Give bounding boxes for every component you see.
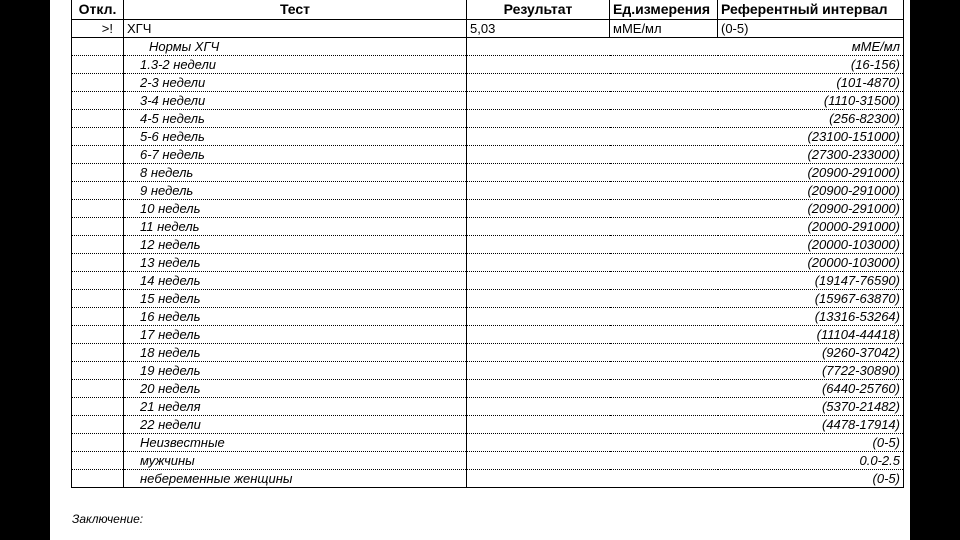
norm-row <box>72 217 904 235</box>
norm-deviation-cell <box>72 379 124 397</box>
norm-label: 8 недель <box>124 163 467 181</box>
norm-deviation-cell <box>72 199 124 217</box>
test-name: ХГЧ <box>124 19 467 37</box>
norm-deviation-cell <box>72 217 124 235</box>
norm-deviation-cell <box>72 181 124 199</box>
norm-row <box>72 109 904 127</box>
norm-range: (11104-44418) <box>467 325 904 343</box>
conclusion-label: Заключение: <box>72 512 144 526</box>
norm-range: (20000-103000) <box>467 253 904 271</box>
norm-label: мужчины <box>124 451 467 469</box>
norm-range: (23100-151000) <box>467 127 904 145</box>
norm-range: (9260-37042) <box>467 343 904 361</box>
header-unit: Ед.измерения <box>610 0 718 19</box>
norm-row <box>72 271 904 289</box>
norm-row <box>72 307 904 325</box>
test-result: 5,03 <box>467 19 610 37</box>
norm-deviation-cell <box>72 127 124 145</box>
norm-row <box>72 451 904 469</box>
norm-range: (4478-17914) <box>467 415 904 433</box>
norm-range: (20900-291000) <box>467 199 904 217</box>
norm-row <box>72 199 904 217</box>
norm-label: 19 недель <box>124 361 467 379</box>
norm-label: 10 недель <box>124 199 467 217</box>
norm-deviation-cell <box>72 469 124 487</box>
norm-row <box>72 55 904 73</box>
norm-deviation-cell <box>72 289 124 307</box>
results-table <box>71 0 904 488</box>
norm-label: 17 недель <box>124 325 467 343</box>
norm-label: 15 недель <box>124 289 467 307</box>
norm-deviation-cell <box>72 325 124 343</box>
norm-label: 13 недель <box>124 253 467 271</box>
header-reference: Референтный интервал <box>718 0 904 19</box>
norm-deviation-cell <box>72 271 124 289</box>
norm-label: 1.3-2 недели <box>124 55 467 73</box>
test-row <box>72 19 904 37</box>
right-black-border <box>910 0 960 540</box>
norm-range: (20000-291000) <box>467 217 904 235</box>
norm-row <box>72 433 904 451</box>
norm-label: 12 недель <box>124 235 467 253</box>
norms-title-row <box>72 37 904 55</box>
norm-label: 6-7 недель <box>124 145 467 163</box>
norm-row <box>72 91 904 109</box>
header-test: Тест <box>124 0 467 19</box>
test-deviation: >! <box>72 19 124 37</box>
norm-row <box>72 253 904 271</box>
norm-range: (20900-291000) <box>467 181 904 199</box>
norm-range: (7722-30890) <box>467 361 904 379</box>
test-unit: мМЕ/мл <box>610 19 718 37</box>
norm-deviation-cell <box>72 397 124 415</box>
norm-row <box>72 325 904 343</box>
norm-label: Неизвестные <box>124 433 467 451</box>
norm-range: (20000-103000) <box>467 235 904 253</box>
norm-label: 22 недели <box>124 415 467 433</box>
norm-label: 16 недель <box>124 307 467 325</box>
norm-row <box>72 469 904 487</box>
norm-range: (27300-233000) <box>467 145 904 163</box>
norm-deviation-cell <box>72 415 124 433</box>
norm-deviation-cell <box>72 145 124 163</box>
norm-row <box>72 127 904 145</box>
norm-row <box>72 397 904 415</box>
norms-title: Нормы ХГЧ <box>124 37 467 55</box>
left-black-border <box>0 0 50 540</box>
norm-row <box>72 73 904 91</box>
norm-range: (0-5) <box>467 469 904 487</box>
norm-label: 18 недель <box>124 343 467 361</box>
norm-deviation-cell <box>72 73 124 91</box>
norms-title-deviation-cell <box>72 37 124 55</box>
norm-range: (6440-25760) <box>467 379 904 397</box>
norm-row <box>72 235 904 253</box>
norm-deviation-cell <box>72 55 124 73</box>
norm-label: 3-4 недели <box>124 91 467 109</box>
norm-deviation-cell <box>72 343 124 361</box>
norm-range: (13316-53264) <box>467 307 904 325</box>
norm-label: 2-3 недели <box>124 73 467 91</box>
norm-label: 9 недель <box>124 181 467 199</box>
norm-range: (19147-76590) <box>467 271 904 289</box>
norm-range: (1110-31500) <box>467 91 904 109</box>
header-row <box>72 0 904 19</box>
norms-unit: мМЕ/мл <box>467 37 904 55</box>
norm-row <box>72 379 904 397</box>
test-reference: (0-5) <box>718 19 904 37</box>
norm-label: 5-6 недель <box>124 127 467 145</box>
norm-deviation-cell <box>72 91 124 109</box>
norm-deviation-cell <box>72 109 124 127</box>
norm-row <box>72 145 904 163</box>
norm-row <box>72 361 904 379</box>
norm-row <box>72 343 904 361</box>
norm-deviation-cell <box>72 235 124 253</box>
header-deviation: Откл. <box>72 0 124 19</box>
norm-row <box>72 163 904 181</box>
norm-label: 11 недель <box>124 217 467 235</box>
norm-range: (16-156) <box>467 55 904 73</box>
header-result: Результат <box>467 0 610 19</box>
norm-deviation-cell <box>72 451 124 469</box>
norm-label: 4-5 недель <box>124 109 467 127</box>
norm-label: 20 недель <box>124 379 467 397</box>
norm-range: 0.0-2.5 <box>467 451 904 469</box>
norm-range: (0-5) <box>467 433 904 451</box>
norm-range: (20900-291000) <box>467 163 904 181</box>
norm-range: (256-82300) <box>467 109 904 127</box>
norm-range: (101-4870) <box>467 73 904 91</box>
norm-deviation-cell <box>72 253 124 271</box>
norm-deviation-cell <box>72 433 124 451</box>
norm-label: 21 неделя <box>124 397 467 415</box>
norm-deviation-cell <box>72 361 124 379</box>
norm-label: небеременные женщины <box>124 469 467 487</box>
norm-range: (15967-63870) <box>467 289 904 307</box>
norm-row <box>72 289 904 307</box>
norm-row <box>72 181 904 199</box>
norm-deviation-cell <box>72 163 124 181</box>
norm-deviation-cell <box>72 307 124 325</box>
norm-row <box>72 415 904 433</box>
norm-label: 14 недель <box>124 271 467 289</box>
norm-range: (5370-21482) <box>467 397 904 415</box>
